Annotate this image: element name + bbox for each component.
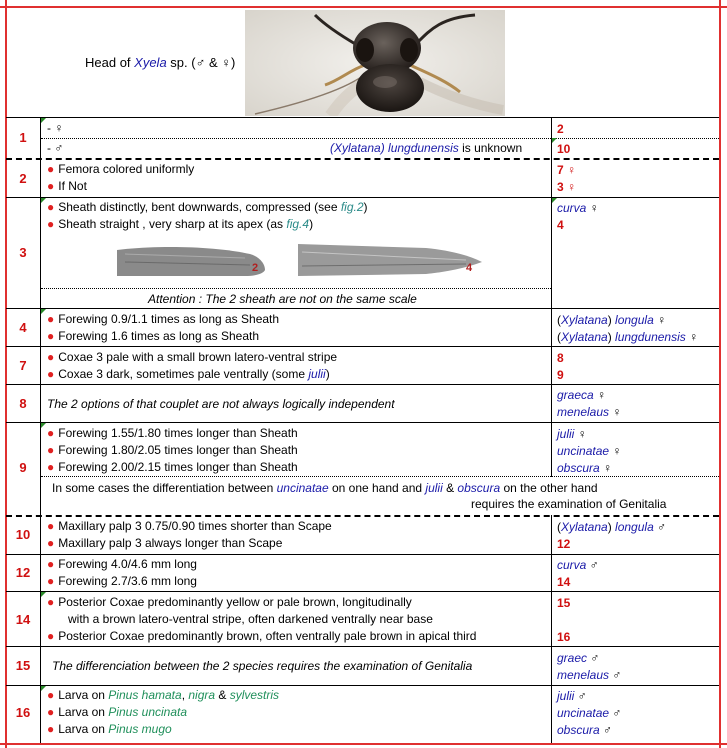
c10-answer-a[interactable]: (Xylatana) longula ♂	[557, 520, 667, 534]
c7-bottom-line	[6, 384, 719, 385]
c7-answer-b[interactable]: 9	[557, 368, 564, 382]
c15-text: The differenciation between the 2 species requires the examination of Genitalia	[52, 659, 473, 673]
corner-mark	[41, 592, 46, 597]
couplet-number: 15	[15, 658, 31, 673]
c16-option-b: ● Larva on Pinus uncinata	[47, 705, 188, 719]
corner-mark	[41, 423, 46, 428]
c9-note-line-1: In some cases the differentiation between uncinatae on one hand and julii & obscura on the other hand	[52, 481, 598, 495]
c14-answer-a[interactable]: 15	[557, 596, 571, 610]
couplet-number: 14	[15, 612, 31, 627]
answer-column-line-lower	[551, 515, 552, 743]
c4-option-b: ● Forewing 1.6 times as long as Sheath	[47, 329, 260, 343]
c12-answer-b[interactable]: 14	[557, 575, 571, 589]
corner-mark	[41, 686, 46, 691]
c3-answer-b[interactable]: 4	[557, 218, 564, 232]
c2-option-b: ● If Not	[47, 179, 87, 193]
fig-4-sheath-image	[296, 240, 486, 280]
c15-answer-b[interactable]: menelaus ♂	[557, 668, 622, 682]
c1-option-a: - ♀	[47, 121, 64, 135]
couplet-number: 12	[15, 565, 31, 580]
c4-answer-b[interactable]: (Xylatana) lungdunensis ♀	[557, 330, 699, 344]
frame-left	[5, 0, 7, 748]
frame-bottom	[0, 743, 727, 745]
c7-option-b: ● Coxae 3 dark, sometimes pale ventrally (some julii)	[47, 367, 330, 381]
c14-answer-b[interactable]: 16	[557, 630, 571, 644]
c16-option-a: ● Larva on Pinus hamata, nigra & sylvestris	[47, 688, 280, 702]
c16-answer-c[interactable]: obscura ♂	[557, 723, 613, 737]
couplet-number: 2	[19, 171, 27, 186]
c4-option-a: ● Forewing 0.9/1.1 times as long as Sheath	[47, 312, 280, 326]
corner-mark	[41, 309, 46, 314]
c1-option-b: - ♂	[47, 141, 64, 155]
c12-option-b: ● Forewing 2.7/3.6 mm long	[47, 574, 197, 588]
corner-mark	[41, 118, 46, 123]
c10-option-b: ● Maxillary palp 3 always longer than Scape	[47, 536, 283, 550]
c2-answer-a[interactable]: 7 ♀	[557, 163, 577, 177]
c14-option-a-cont: with a brown latero-ventral stripe, often darkened ventrally near base	[68, 612, 433, 626]
c1-note: (Xylatana) lungdunensis is unknown	[330, 141, 523, 155]
c8-text: The 2 options of that couplet are not always logically independent	[47, 397, 395, 411]
c7-option-a: ● Coxae 3 pale with a small brown latero-ventral stripe	[47, 350, 338, 364]
c3-dotted-line	[41, 288, 551, 289]
xyela-head-photo	[245, 10, 505, 116]
fig-2-label: 2	[252, 262, 259, 274]
header-caption: Head of Xyela sp. (♂ & ♀)	[85, 55, 236, 70]
fig-2-sheath-image	[115, 240, 275, 280]
c3-bottom-line	[6, 308, 719, 309]
c14-bottom-line	[6, 646, 719, 647]
c9-note-line-2: requires the examination of Genitalia	[471, 497, 667, 511]
number-column-line	[40, 117, 41, 743]
c10-option-a: ● Maxillary palp 3 0.75/0.90 times shorter than Scape	[47, 519, 332, 533]
c15-bottom-line	[6, 685, 719, 686]
c9-bottom-dash	[6, 515, 719, 517]
couplet-number: 3	[19, 245, 27, 260]
c1-dotted-line	[41, 138, 719, 139]
c2-option-a: ● Femora colored uniformly	[47, 162, 195, 176]
frame-right	[719, 0, 721, 748]
header-bottom-line	[6, 117, 719, 118]
c3-answer-a[interactable]: curva ♀	[557, 201, 599, 215]
c9-dotted-line	[41, 476, 719, 477]
c9-option-c: ● Forewing 2.00/2.15 times longer than Sheath	[47, 460, 298, 474]
c8-bottom-line	[6, 422, 719, 423]
c2-bottom-line	[6, 197, 719, 198]
fig-4-label: 4	[466, 262, 473, 274]
c1-bottom-dash	[6, 158, 719, 160]
c8-answer-a[interactable]: graeca ♀	[557, 388, 607, 402]
c12-answer-a[interactable]: curva ♂	[557, 558, 599, 572]
c4-answer-a[interactable]: (Xylatana) longula ♀	[557, 313, 667, 327]
c14-option-a: ● Posterior Coxae predominantly yellow or pale brown, longitudinally	[47, 595, 412, 609]
c3-option-a: ● Sheath distinctly, bent downwards, compressed (see fig.2)	[47, 200, 368, 214]
c16-answer-a[interactable]: julii ♂	[557, 689, 587, 703]
answer-column-line-upper	[551, 117, 552, 477]
c7-answer-a[interactable]: 8	[557, 351, 564, 365]
c10-answer-b[interactable]: 12	[557, 537, 571, 551]
couplet-number: 7	[19, 358, 27, 373]
c10-bottom-line	[6, 554, 719, 555]
couplet-number: 16	[15, 705, 31, 720]
couplet-number: 9	[19, 460, 27, 475]
c9-answer-c[interactable]: obscura ♀	[557, 461, 613, 475]
frame-top	[0, 6, 727, 8]
couplet-number: 1	[19, 130, 27, 145]
c16-option-c: ● Larva on Pinus mugo	[47, 722, 172, 736]
c2-answer-b[interactable]: 3 ♀	[557, 180, 577, 194]
c3-option-b: ● Sheath straight , very sharp at its apex (as fig.4)	[47, 217, 314, 231]
c3-attention-note: Attention : The 2 sheath are not on the same scale	[148, 292, 417, 306]
c9-option-a: ● Forewing 1.55/1.80 times longer than Sheath	[47, 426, 298, 440]
couplet-number: 10	[15, 527, 31, 542]
couplet-number: 4	[19, 320, 27, 335]
corner-mark	[41, 198, 46, 203]
c1-answer-b[interactable]: 10	[557, 142, 571, 156]
c9-answer-b[interactable]: uncinatae ♀	[557, 444, 622, 458]
c4-bottom-line	[6, 346, 719, 347]
c8-answer-b[interactable]: menelaus ♀	[557, 405, 622, 419]
c16-answer-b[interactable]: uncinatae ♂	[557, 706, 622, 720]
c9-answer-a[interactable]: julii ♀	[557, 427, 587, 441]
c12-bottom-line	[6, 591, 719, 592]
c12-option-a: ● Forewing 4.0/4.6 mm long	[47, 557, 197, 571]
c14-option-b: ● Posterior Coxae predominantly brown, often ventrally pale brown in apical third	[47, 629, 477, 643]
c1-answer-a[interactable]: 2	[557, 122, 564, 136]
c9-option-b: ● Forewing 1.80/2.05 times longer than Sheath	[47, 443, 298, 457]
couplet-number: 8	[19, 396, 27, 411]
c15-answer-a[interactable]: graec ♂	[557, 651, 600, 665]
